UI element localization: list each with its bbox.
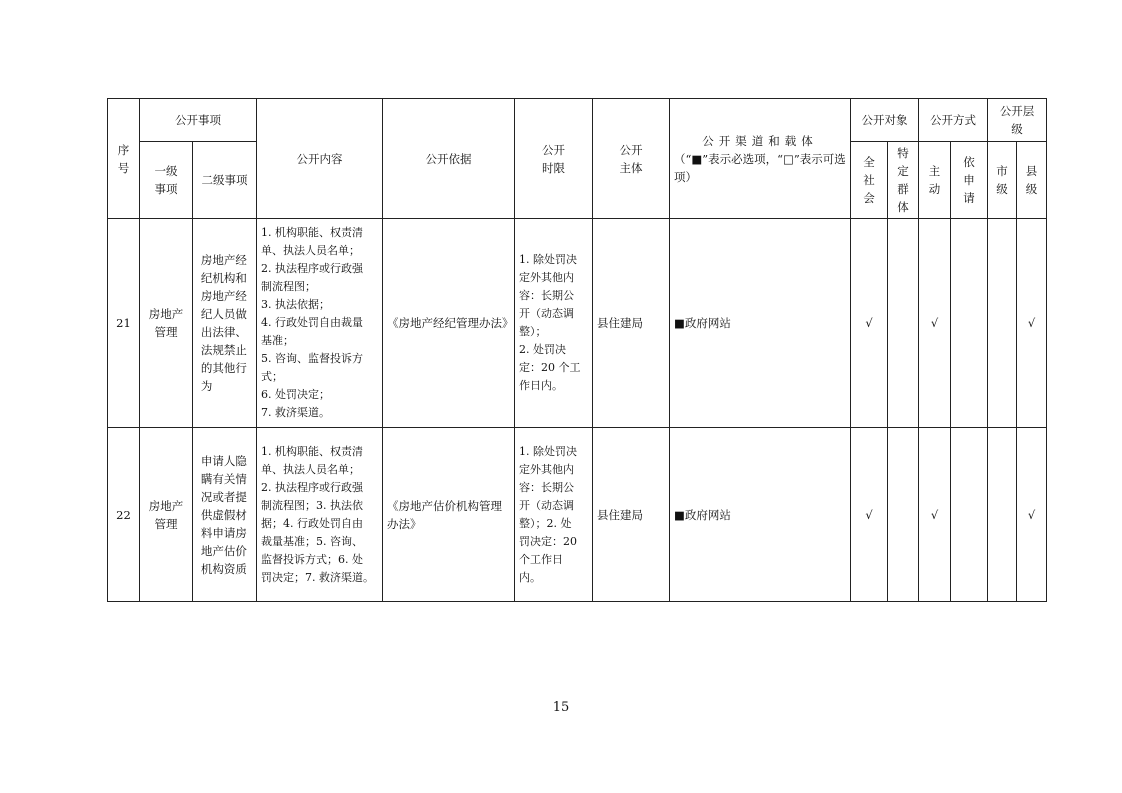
table-row [108,428,1047,602]
header-row-1 [108,99,1047,142]
row-seq: 21 [108,219,140,428]
header-basis: 公开依据 [383,99,515,219]
row-level2: 申请人隐瞒有关情况或者提供虚假材料申请房地产估价机构资质 [193,428,257,602]
header-time: 公开时限 [515,99,593,219]
row-level-city [988,428,1017,602]
row-target-specific [888,219,919,428]
header-seq: 序号 [108,99,140,219]
header-method-group: 公开方式 [919,99,988,142]
header-subject: 公开主体 [593,99,670,219]
row-subject: 县住建局 [593,428,670,602]
header-level-county: 县级 [1017,142,1047,219]
row-basis: 《房地产估价机构管理办法》 [383,428,515,602]
header-level1: 一级事项 [140,142,193,219]
header-channel: 公开渠道和载体 （“■”表示必选项，“□”表示可选项） [670,99,851,219]
header-item-group: 公开事项 [140,99,257,142]
row-level2: 房地产经纪机构和房地产经纪人员做出法律、法规禁止的其他行为 [193,219,257,428]
row-target-all: √ [851,428,888,602]
row-channel: ■政府网站 [670,219,851,428]
row-method-request [951,219,988,428]
row-basis: 《房地产经纪管理办法》 [383,219,515,428]
row-channel: ■政府网站 [670,428,851,602]
row-method-active: √ [919,428,951,602]
row-content: 1. 机构职能、权责清 单、执法人员名单； 2. 执法程序或行政强 制流程图；3. 执法依 据；4. 行政处罚自由 裁量基准；5. 咨询、 监督投诉方式；6. 处 罚决定；7. 救济渠道。 [257,428,383,602]
header-target-group: 公开对象 [851,99,919,142]
row-target-specific [888,428,919,602]
header-content: 公开内容 [257,99,383,219]
page-number: 15 [552,700,570,715]
row-time: 1. 除处罚决 定外其他内 容：长期公 开（动态调 整）；2. 处 罚决定：20 个工作日 内。 [515,428,593,602]
header-level2: 二级事项 [193,142,257,219]
row-seq: 22 [108,428,140,602]
row-level1: 房地产管理 [140,428,193,602]
header-method-request: 依申请 [951,142,988,219]
header-target-all: 全社会 [851,142,888,219]
row-time: 1. 除处罚决 定外其他内 容：长期公 开（动态调 整）； 2. 处罚决 定：20 个工 作日内。 [515,219,593,428]
header-level-city: 市级 [988,142,1017,219]
disclosure-table [107,98,1047,602]
row-level1: 房地产管理 [140,219,193,428]
row-content: 1. 机构职能、权责清 单、执法人员名单； 2. 执法程序或行政强 制流程图； 3. 执法依据； 4. 行政处罚自由裁量 基准； 5. 咨询、监督投诉方 式； 6. 处罚决定； 7. 救济渠道。 [257,219,383,428]
row-target-all: √ [851,219,888,428]
row-level-county: √ [1017,219,1047,428]
row-level-city [988,219,1017,428]
header-target-specific: 特定群体 [888,142,919,219]
header-method-active: 主动 [919,142,951,219]
row-level-county: √ [1017,428,1047,602]
row-method-active: √ [919,219,951,428]
row-subject: 县住建局 [593,219,670,428]
header-level-group: 公开层级 [988,99,1047,142]
row-method-request [951,428,988,602]
table-row [108,219,1047,428]
